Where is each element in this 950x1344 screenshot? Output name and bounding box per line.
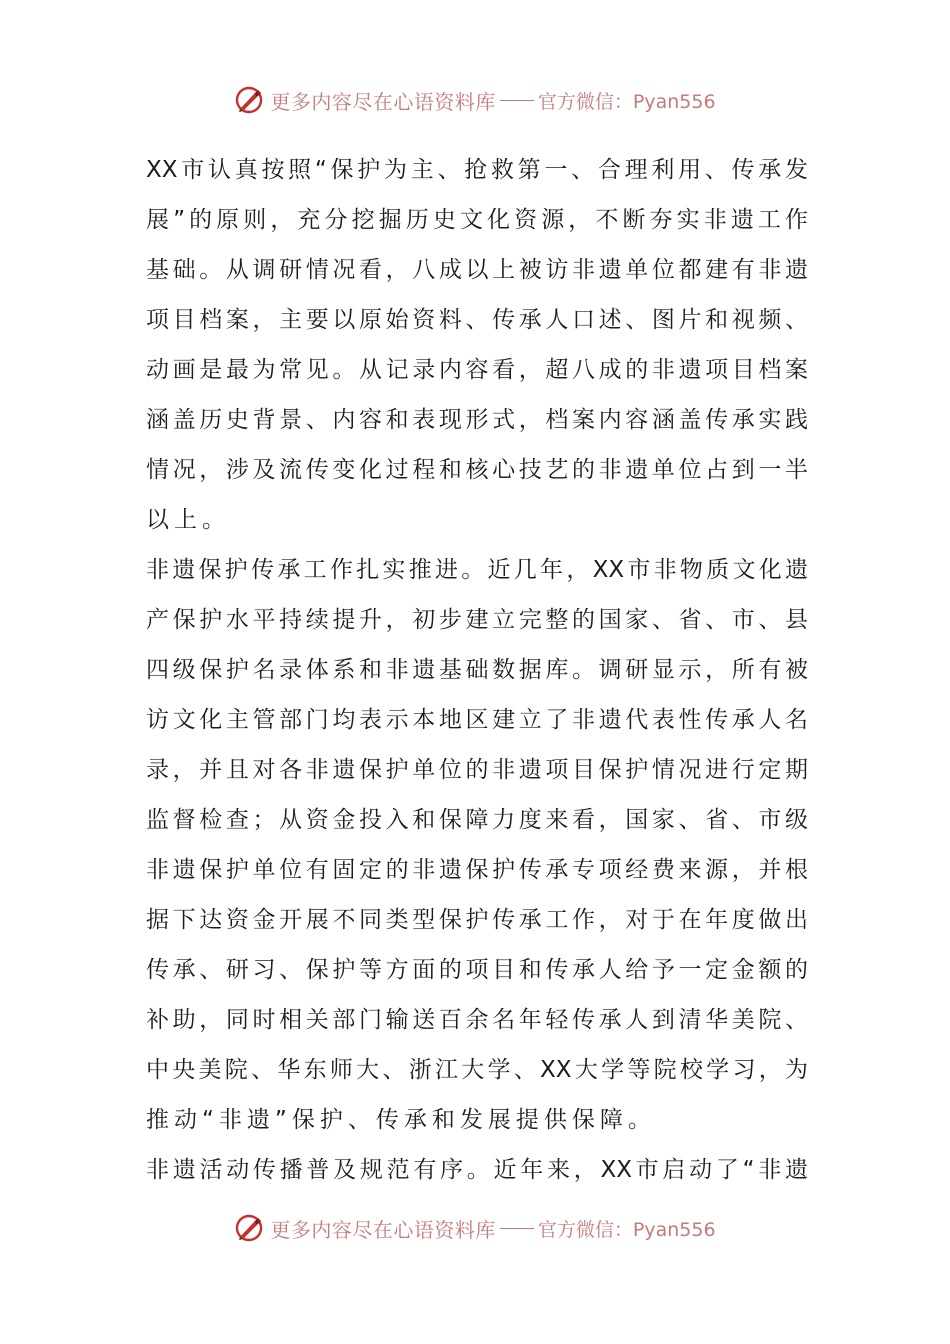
text-line: 基础。从调研情况看，八成以上被访非遗单位都建有非遗 <box>146 257 808 283</box>
footer-banner <box>0 1208 950 1248</box>
text-line: 录，并且对各非遗保护单位的非遗项目保护情况进行定期 <box>146 757 808 783</box>
body-text <box>146 145 808 1195</box>
text-line: 情况，涉及流传变化过程和核心技艺的非遗单位占到一半 <box>146 457 808 483</box>
text-line: 非遗活动传播普及规范有序。近年来，XX市启动了“非遗 <box>146 1157 808 1183</box>
text-line: 中央美院、华东师大、浙江大学、XX大学等院校学习，为 <box>146 1057 808 1083</box>
text-line: 四级保护名录体系和非遗基础数据库。调研显示，所有被 <box>146 657 808 683</box>
text-line: 推动“非遗”保护、传承和发展提供保障。 <box>146 1107 656 1133</box>
text-line: 以上。 <box>146 507 230 533</box>
banner-title: 更多内容尽在心语资料库 <box>270 89 496 114</box>
text-line: 传承、研习、保护等方面的项目和传承人给予一定金额的 <box>146 957 808 983</box>
text-line: 补助，同时相关部门输送百余名年轻传承人到清华美院、 <box>146 1007 808 1033</box>
text-line: 产保护水平持续提升，初步建立完整的国家、省、市、县 <box>146 607 808 633</box>
text-line: 非遗保护单位有固定的非遗保护传承专项经费来源，并根 <box>146 857 808 883</box>
header-banner <box>0 80 950 120</box>
pen-logo-icon <box>234 1213 264 1243</box>
banner-contact: 官方微信：Pyan556 <box>537 90 716 113</box>
banner-dash <box>500 1228 534 1229</box>
text-line: 访文化主管部门均表示本地区建立了非遗代表性传承人名 <box>146 707 808 733</box>
text-line: 据下达资金开展不同类型保护传承工作，对于在年度做出 <box>146 907 808 933</box>
text-line: 动画是最为常见。从记录内容看，超八成的非遗项目档案 <box>146 357 808 383</box>
text-line: XX市认真按照“保护为主、抢救第一、合理利用、传承发 <box>146 157 808 183</box>
text-line: 展”的原则，充分挖掘历史文化资源，不断夯实非遗工作 <box>146 207 808 233</box>
text-line: 项目档案，主要以原始资料、传承人口述、图片和视频、 <box>146 307 808 333</box>
banner-title: 更多内容尽在心语资料库 <box>270 1217 496 1242</box>
text-line: 涵盖历史背景、内容和表现形式，档案内容涵盖传承实践 <box>146 407 808 433</box>
pen-logo-icon <box>234 85 264 115</box>
banner-contact: 官方微信：Pyan556 <box>537 1218 716 1241</box>
text-line: 监督检查；从资金投入和保障力度来看，国家、省、市级 <box>146 807 808 833</box>
text-line: 非遗保护传承工作扎实推进。近几年，XX市非物质文化遗 <box>146 557 808 583</box>
banner-dash <box>500 100 534 101</box>
